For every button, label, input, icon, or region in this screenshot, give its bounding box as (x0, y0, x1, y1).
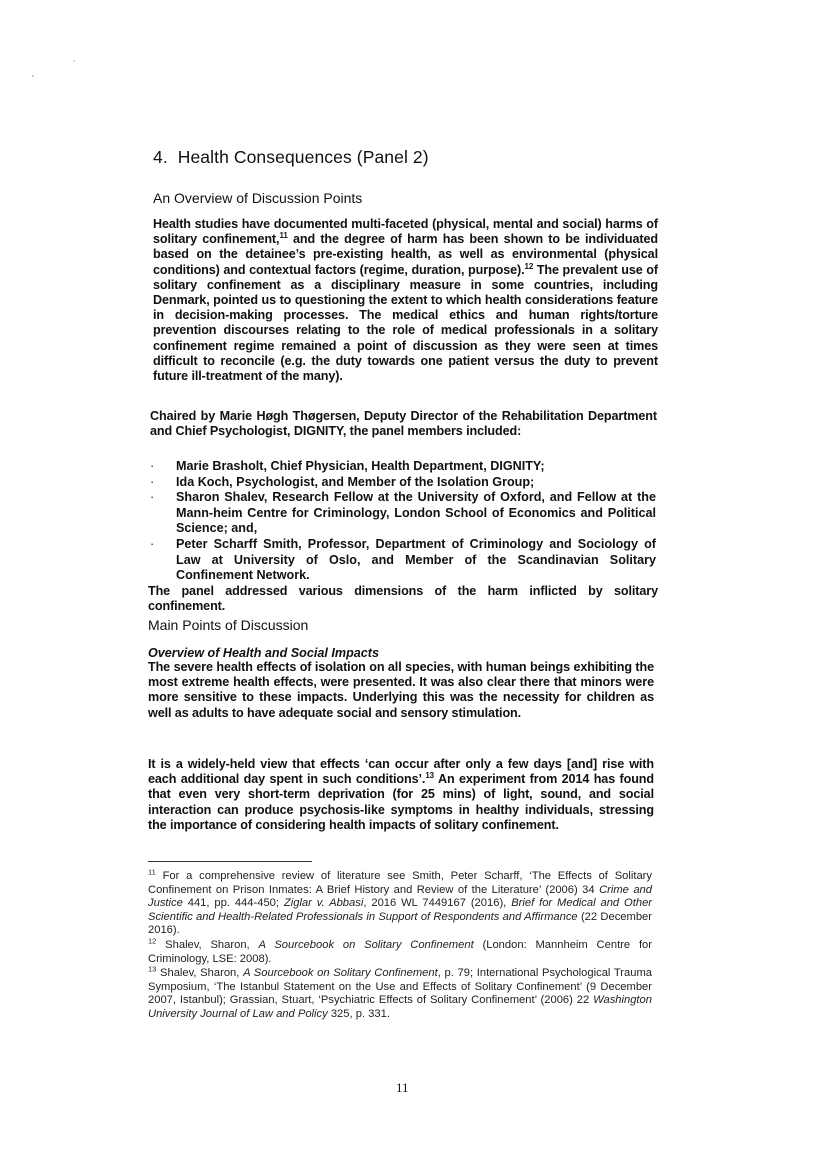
overview-heading-wrap (153, 190, 658, 206)
footnote-text: Shalev, Sharon, (156, 938, 259, 951)
member-text: Peter Scharff Smith, Professor, Department of Criminology and Sociology of Law at University of Oslo, and Member of the Scandinavian Solitary Confinement Network. (176, 536, 656, 583)
footnote-ref-13[interactable]: 13 (425, 771, 435, 781)
list-item (150, 475, 656, 491)
summary-paragraph (148, 584, 658, 614)
footnote-12 (148, 936, 652, 966)
list-item (150, 537, 656, 584)
footnote-number: 11 (148, 867, 156, 877)
chair-text: Chaired by Marie Høgh Thøgersen, Deputy Director of the Rehabilitation Department and Chief Psychologist, DIGNITY, the panel members included: (150, 409, 657, 439)
footnote-text: (London: Mannheim Centre for Criminology, LSE: 2008). (148, 938, 652, 965)
bullet: · (150, 490, 155, 505)
footnote-ref-11[interactable]: 11 (279, 231, 288, 241)
panel-members (150, 459, 656, 584)
widely-held-text-1: It is a widely-held view that effects ‘can occur after only a few days [and] rise with each additional day spent in such conditions’. (148, 757, 654, 787)
footnote-italic: A Sourcebook on Solitary Confinement (258, 938, 474, 951)
overview-paragraph (153, 217, 658, 384)
page-number: 11 (396, 1080, 409, 1095)
overview-text-3: The prevalent use of solitary confinement as a disciplinary measure in some countries, including Denmark, pointed us to questioning the extent to which health considerations feature in decision-making processes. The medical ethics and human rights/torture prevention discourses relating to the role of medical professionals in a solitary confinement regime remained a point of discussion as they were seen at times difficult to reconcile (e.g. the duty towards one patient versus the duty to prevent future ill-treatment of the many). (153, 262, 658, 384)
footnote-text: 441, pp. 444-450; (182, 897, 284, 910)
scan-specks (28, 58, 88, 88)
overview-heading: An Overview of Discussion Points (153, 190, 363, 206)
main-heading-wrap (148, 617, 658, 633)
section-title: 4. Health Consequences (Panel 2) (153, 147, 429, 167)
overview-text-2: and the degree of harm has been shown to be individuated based on the detainee’s pre-existing health, as well as environmental (physical conditions) and contextual factors (regime, duration, purpose). (153, 232, 658, 277)
footnote-number: 12 (148, 936, 157, 946)
footnote-number: 13 (148, 964, 157, 974)
footnote-text: , 2016 WL 7449167 (2016), (363, 897, 512, 910)
summary-text: The panel addressed various dimensions of the harm inflicted by solitary confinement. (148, 584, 658, 614)
footnote-separator (148, 861, 312, 862)
footnote-ref-12[interactable]: 12 (524, 261, 534, 271)
footnote-italic: Brief for Medical and Other Scientific and Health-Related Professionals in Support of Respondents and Affirmance (148, 897, 653, 923)
member-text: Ida Koch, Psychologist, and Member of the Isolation Group; (176, 474, 535, 489)
widely-held-paragraph (148, 757, 654, 833)
footnote-text: 325, p. 331. (327, 1007, 390, 1020)
bullet: · (150, 536, 155, 551)
footnote-text: For a comprehensive review of literature see Smith, Peter Scharff, ‘The Effects of Solitary Confinement on Prison Inmates: A Brief History and Review of the Literature’ (2006) 34 (148, 870, 652, 896)
list-item (150, 459, 656, 475)
main-heading: Main Points of Discussion (148, 617, 309, 633)
footnote-italic: A Sourcebook on Solitary Confinement (243, 967, 438, 980)
footnote-text: Shalev, Sharon, (156, 967, 244, 980)
members-list (150, 459, 656, 584)
impacts-subheading: Overview of Health and Social Impacts (148, 646, 379, 660)
bullet: · (150, 459, 155, 473)
member-text: Marie Brasholt, Chief Physician, Health Department, DIGNITY; (176, 459, 545, 473)
footnote-italic: Crime and Justice (148, 883, 653, 910)
footnote-11 (148, 867, 653, 938)
widely-held-text-2: An experiment from 2014 has found that even very short-term deprivation (for 25 mins) of light, sound, and social interaction can produce psychosis-like symptoms in healthy individuals, stressing the importance of considering health impacts of solitary confinement. (148, 772, 654, 832)
footnote-italic: Ziglar v. Abbasi (283, 897, 364, 910)
overview-text-1: Health studies have documented multi-faceted (physical, mental and social) harms of solitary confinement, (153, 217, 658, 247)
list-item (150, 490, 656, 537)
chair-paragraph (150, 409, 657, 439)
bullet: · (150, 474, 155, 489)
footnote-13 (148, 964, 653, 1021)
footnote-italic: Washington University Journal of Law and Policy (148, 994, 652, 1020)
footnotes (148, 867, 653, 1023)
footnote-text: (22 December 2016). (148, 910, 653, 937)
impacts-text: The severe health effects of isolation on all species, with human beings exhibiting the most extreme health effects, were presented. It was also clear there that minors were more sensitive to these impacts. Underlying this was the necessity for children as well as adults to have adequate social and sensory stimulation. (148, 660, 654, 720)
footnote-text: , p. 79; International Psychological Trauma Symposium, ‘The Istanbul Statement on the Use and Effects of Solitary Confinement’ (9 December 2007, Istanbul); Grassian, Stuart, ‘Psychiatric Effects of Solitary Confinement’ (2006) 22 (148, 967, 653, 1007)
member-text: Sharon Shalev, Research Fellow at the University of Oxford, and Fellow at the Mann-heim Centre for Criminology, London School of Economics and Political Science; and, (176, 490, 656, 536)
impacts-section (148, 646, 654, 721)
